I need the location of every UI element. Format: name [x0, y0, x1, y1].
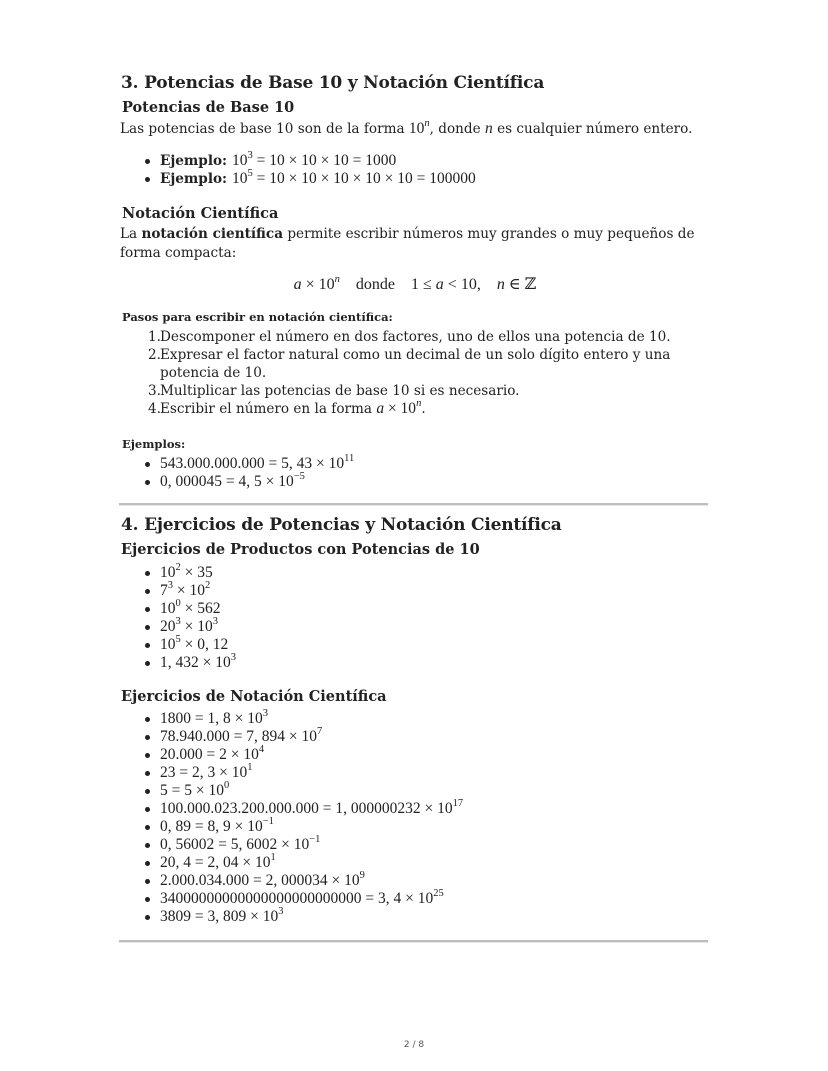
math-rest: 78.940.000 = 7, 894 × 10: [160, 728, 317, 745]
math-rest: 543.000.000.000 = 5, 43 × 10: [160, 455, 345, 472]
math-exp: 1: [247, 761, 253, 773]
example-label: Ejemplo:: [160, 153, 228, 169]
math-rest: × 35: [180, 564, 213, 581]
intro-text: es cualquier número entero.: [492, 121, 693, 137]
step-item: [121, 346, 701, 382]
example-math: [232, 149, 397, 169]
math-base: 10: [232, 170, 248, 187]
math-rest: × 10: [301, 276, 335, 293]
exercise-math: [160, 851, 276, 871]
math-rest: 3809 = 3, 809 × 10: [160, 908, 279, 925]
math-exp: n: [424, 117, 430, 129]
step-number: 2.: [148, 347, 161, 363]
math-exp: −1: [309, 833, 321, 845]
products-list: [121, 563, 236, 671]
step-item: [121, 382, 701, 400]
math-rest: 1800 = 1, 8 × 10: [160, 710, 263, 727]
notation-list: [121, 709, 463, 925]
exercise-math: [160, 761, 253, 781]
scientific-examples: [121, 454, 354, 490]
intro-bold: notación científica: [141, 226, 283, 242]
exercise-math: [160, 887, 444, 907]
math-rest: × 562: [180, 600, 221, 617]
scientific-heading: Notación Científica: [122, 205, 279, 222]
step-item: [121, 328, 701, 346]
step-text: Escribir el número en la forma: [160, 401, 377, 417]
math-exp: n: [334, 273, 340, 285]
math-rest: 100.000.023.200.000.000 = 1, 000000232 × 10: [160, 800, 453, 817]
math-exp: 3: [247, 149, 253, 161]
products-heading: Ejercicios de Productos con Potencias de 10: [121, 541, 480, 558]
math-base: 10: [408, 120, 425, 137]
intro-text: La: [120, 226, 142, 242]
math-var: n: [496, 276, 505, 293]
math-exp: 11: [344, 452, 355, 464]
math-exp: 1: [270, 851, 276, 863]
exercise-math: [160, 597, 221, 617]
notation-heading: Ejercicios de Notación Científica: [121, 688, 387, 705]
math-exp: 3: [175, 615, 181, 627]
list-item: [121, 454, 354, 472]
example-label: Ejemplo:: [160, 171, 228, 187]
list-item: [121, 799, 463, 817]
exercise-math: [160, 725, 323, 745]
math-exp: 0: [175, 597, 181, 609]
list-item: [121, 635, 236, 653]
math-rest: 23 = 2, 3 × 10: [160, 764, 248, 781]
list-item: [121, 727, 463, 745]
math-rest: × 0, 12: [180, 636, 229, 653]
math-exp: 17: [452, 797, 464, 809]
list-item: [121, 472, 354, 490]
exercise-math: [160, 779, 230, 799]
math-exp: −1: [262, 815, 274, 827]
math-exp: 2: [205, 579, 211, 591]
math-exp: −5: [293, 470, 305, 482]
list-item: [121, 599, 236, 617]
list-item: [121, 817, 463, 835]
step-text: Descomponer el número en dos factores, uno de ellos una potencia de 10.: [160, 329, 671, 345]
list-item: [121, 709, 463, 727]
math-rest: 0, 89 = 8, 9 × 10: [160, 818, 263, 835]
intro-text: Las potencias de base 10 son de la forma: [120, 121, 409, 137]
math-rest: 1 ≤: [411, 276, 436, 293]
scientific-intro: [120, 225, 710, 263]
base10-intro: [120, 119, 692, 139]
list-item: [121, 745, 463, 763]
exercise-math: [160, 833, 321, 853]
list-item: [121, 653, 236, 671]
math-exp: 5: [175, 633, 181, 645]
base10-heading: Potencias de Base 10: [122, 99, 295, 116]
math-rest: × 10: [180, 618, 213, 635]
step-number: 1.: [148, 329, 161, 345]
list-item: [121, 617, 236, 635]
steps-list: [121, 328, 701, 418]
math-exp: 0: [223, 779, 230, 791]
list-item: [121, 151, 476, 169]
example-math: [232, 167, 476, 187]
list-item: [121, 781, 463, 799]
math-var: a: [293, 276, 302, 293]
math-rest: × 10: [173, 582, 205, 599]
step-number: 4.: [148, 401, 161, 417]
intro-text: permite escribir números muy grandes o muy pequeños de forma compacta:: [120, 226, 695, 261]
list-item: [121, 835, 463, 853]
math-rest: = 10 × 10 × 10 × 10 × 10 = 100000: [252, 170, 476, 187]
step-text: .: [421, 401, 426, 417]
math-rest: 20, 4 = 2, 04 × 10: [160, 854, 271, 871]
math-exp: 3: [230, 651, 236, 663]
intro-math: [408, 117, 430, 137]
math-var: n: [485, 120, 493, 137]
example-math: [160, 452, 355, 472]
list-item: [121, 169, 476, 187]
section-divider: [119, 503, 708, 505]
list-item: [121, 581, 236, 599]
step-text: Multiplicar las potencias de base 10 si es necesario.: [160, 383, 520, 399]
list-item: [121, 563, 236, 581]
exercise-math: [160, 869, 365, 889]
intro-text: , donde: [429, 121, 485, 137]
math-base: 1, 432 × 10: [160, 654, 231, 671]
step-number: 3.: [148, 383, 161, 399]
math-base: 7: [160, 582, 168, 599]
steps-heading: Pasos para escribir en notación científica:: [122, 310, 393, 324]
section-3-title: 3. Potencias de Base 10 y Notación Científica: [121, 73, 545, 93]
exercise-math: [160, 707, 268, 727]
exercise-math: [160, 579, 211, 599]
exercise-math: [160, 633, 229, 653]
list-item: [121, 871, 463, 889]
section-divider: [119, 940, 708, 942]
math-base: 10: [160, 600, 176, 617]
math-base: 20: [160, 618, 176, 635]
math-rest: 0, 56002 = 5, 6002 × 10: [160, 836, 310, 853]
list-item: [121, 889, 463, 907]
exercise-math: [160, 615, 218, 635]
math-base: 10: [160, 564, 176, 581]
math-exp: 2: [175, 561, 181, 573]
math-rest: 34000000000000000000000000 = 3, 4 × 10: [160, 890, 434, 907]
math-exp: 3: [212, 615, 218, 627]
math-exp: n: [416, 397, 422, 409]
formula-donde: donde: [355, 276, 396, 293]
formula-line: [121, 274, 709, 294]
math-exp: 9: [359, 869, 365, 881]
math-exp: 3: [278, 905, 284, 917]
math-exp: 3: [167, 579, 173, 591]
example-math: [160, 470, 305, 490]
page-number: 2 / 8: [403, 1040, 425, 1050]
exercise-math: [160, 651, 236, 671]
math-exp: 5: [247, 167, 253, 179]
math-base: 10: [160, 636, 176, 653]
step-item: [121, 397, 701, 418]
math-rest: × 10: [384, 400, 417, 417]
math-rest: 20.000 = 2 × 10: [160, 746, 259, 763]
exercise-math: [160, 815, 274, 835]
math-rest: = 10 × 10 × 10 = 1000: [252, 152, 397, 169]
math-exp: 25: [433, 887, 444, 899]
math-rest: 0, 000045 = 4, 5 × 10: [160, 473, 294, 490]
exercise-math: [160, 561, 213, 581]
math-exp: 7: [316, 725, 323, 737]
list-item: [121, 763, 463, 781]
exercise-math: [160, 797, 464, 817]
base10-examples: [121, 151, 476, 187]
examples-heading: Ejemplos:: [122, 437, 186, 451]
step-text: Expresar el factor natural como un decimal de un solo dígito entero y una potencia de 10.: [160, 347, 671, 381]
math-exp: 3: [262, 707, 268, 719]
section-4-title: 4. Ejercicios de Potencias y Notación Científica: [121, 515, 562, 535]
math-rest: 2.000.034.000 = 2, 000034 × 10: [160, 872, 360, 889]
math-rest: 5 = 5 × 10: [160, 782, 224, 799]
math-var: a: [376, 400, 385, 417]
math-rest: ∈ ℤ: [504, 276, 537, 293]
step-math: [376, 397, 422, 417]
math-var: a: [435, 276, 444, 293]
exercise-math: [160, 905, 284, 925]
list-item: [121, 853, 463, 871]
exercise-math: [160, 743, 265, 763]
math-base: 10: [232, 152, 248, 169]
list-item: [121, 907, 463, 925]
math-rest: < 10,: [443, 276, 481, 293]
math-exp: 4: [258, 743, 265, 755]
